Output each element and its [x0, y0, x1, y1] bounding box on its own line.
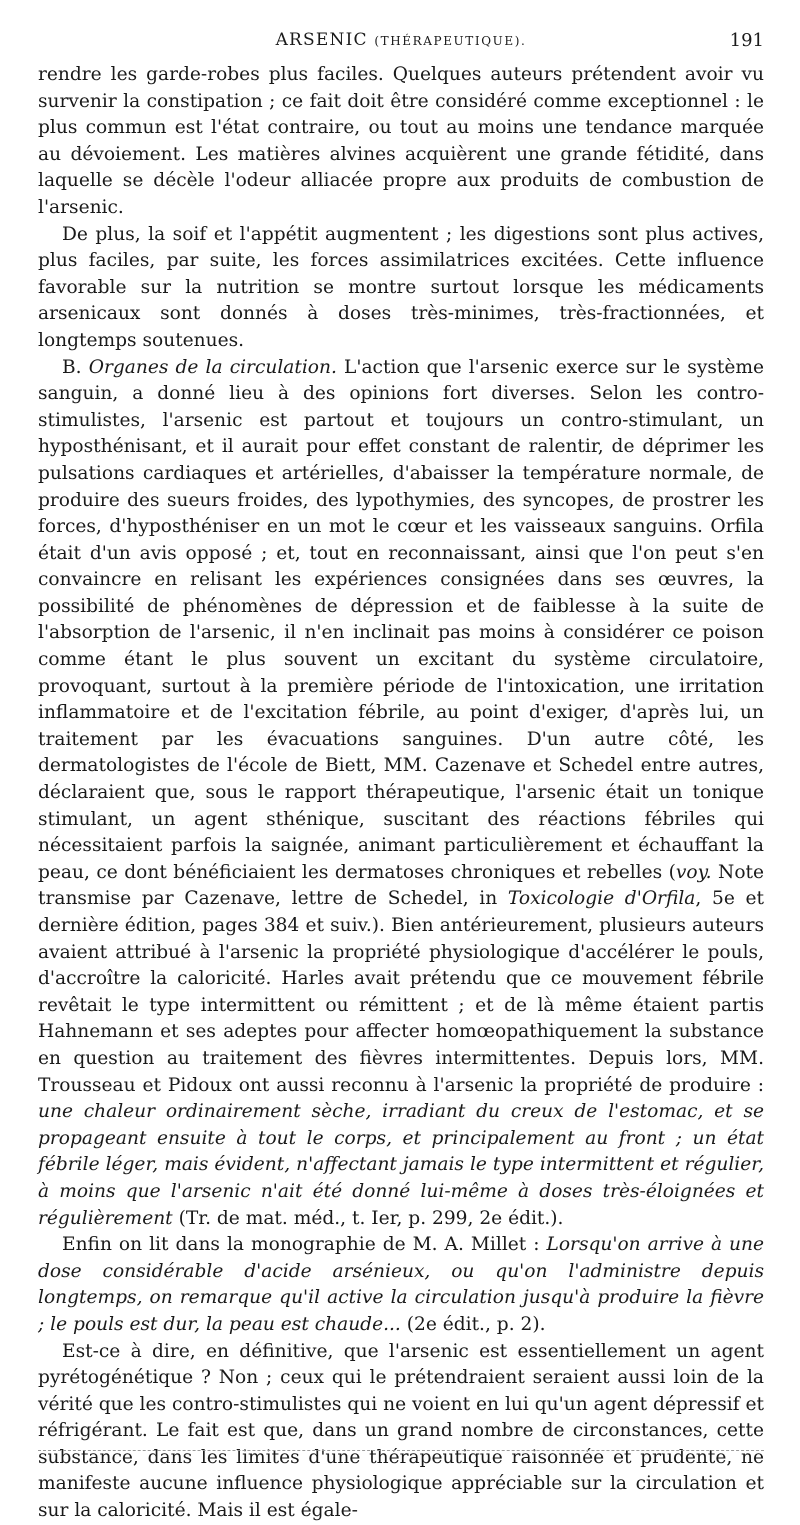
paragraph-3-text-1: L'action que l'arsenic exerce sur le système sanguin, a donné lieu à des opinions fort diverses. Selon les contro-stimulistes, l'arsenic est partout et toujours un contro-stimulant, un hyposthénisant, et il aurait pour effet constant de ralentir, de déprimer les pulsations cardiaques et artérielles, d'abaisser la température normale, de produire des sueurs froides, des lypothymies, des syncopes, de prostrer les forces, d'hyposthéniser en un mot le cœur et les vaisseaux sanguins. Orfila était d'un avis opposé ; et, tout en reconnaissant, ainsi que l'on peut s'en convaincre en relisant les expériences consignées dans ses œuvres, la possibilité de phénomènes de dépression et de faiblesse à la suite de l'absorption de l'arsenic, il n'en inclinait pas moins à considérer ce poison comme étant le plus souvent un excitant du système circulatoire, provoquant, surtout à la première période de l'intoxication, une irritation inflammatoire et de l'excitation fébrile, au point d'exiger, d'après lui, un traitement par les évacuations sanguines. D'un autre côté, les dermatologistes de l'école de Biett, MM. Cazenave et Schedel entre autres, déclaraient que, sous le rapport thérapeutique, l'arsenic était un tonique stimulant, un agent sthénique, suscitant des réactions fébriles qui nécessitaient parfois la saignée, animant particulièrement et échauffant la peau, ce dont bénéficiaient les dermatoses chroniques et rebelles (	[38, 356, 764, 883]
quotation-trousseau: une chaleur ordinairement sèche, irradiant du creux de l'estomac, et se propageant ensuite à tout le corps, et principalement au front ; un état fébrile léger, mais évident, n'affectant jamais le type intermittent et régulier, à moins que l'arsenic n'ait été donné lui-même à doses très-éloignées et régulièrement	[38, 1101, 764, 1229]
paragraph-3	[38, 355, 764, 1233]
work-title: Toxicologie d'Orfila	[507, 888, 696, 910]
page-number: 191	[729, 30, 764, 51]
running-head	[38, 30, 764, 54]
footer-rule	[38, 1450, 764, 1451]
running-title-main: ARSENIC	[275, 30, 368, 50]
running-title	[38, 30, 764, 50]
paragraph-4	[38, 1232, 764, 1338]
paragraph-5: Est-ce à dire, en définitive, que l'arsenic est essentiellement un agent pyrétogénétique ? Non ; ceux qui le prétendraient seraient aussi loin de la vérité que les contro-stimulistes qui ne voient en lui qu'un agent dépressif et réfrigérant. Le fait est que, dans un grand nombre de circonstances, cette substance, dans les limites d'une thérapeutique raisonnée et prudente, ne manifeste aucune influence physiologique appréciable sur la circulation et sur la caloricité. Mais il est égale-	[38, 1340, 764, 1522]
section-heading: Organes de la circulation.	[88, 356, 337, 378]
paragraph-4-text-1: Enfin on lit dans la monographie de M. A. Millet :	[62, 1234, 547, 1256]
paragraph-4-text-2: (2e édit., p. 2).	[400, 1313, 546, 1335]
running-title-subtitle: (THÉRAPEUTIQUE).	[374, 34, 527, 48]
section-label: B.	[62, 356, 82, 378]
quotation-millet: Lorsqu'on arrive à une dose considérable d'acide arsénieux, ou qu'on l'administre depuis longtemps, on remarque qu'il active la circulation jusqu'à produire la fièvre ; le pouls est dur, la peau est chaude...	[38, 1234, 765, 1335]
body-text	[38, 62, 764, 1525]
voy-abbrev: voy.	[675, 861, 712, 883]
paragraph-3-text-4: (Tr. de mat. méd., t. Ier, p. 299, 2e édit.).	[172, 1207, 564, 1229]
paragraph-1: rendre les garde-robes plus faciles. Quelques auteurs prétendent avoir vu survenir la constipation ; ce fait doit être considéré comme exceptionnel : le plus commun est l'état contraire, ou tout au moins une tendance marquée au dévoiement. Les matières alvines acquièrent une grande fétidité, dans laquelle se décèle l'odeur alliacée propre aux produits de combustion de l'arsenic.	[38, 64, 764, 218]
paragraph-3-text-2: Note transmise par Cazenave, lettre de Schedel, in	[38, 861, 764, 910]
paragraph-2: De plus, la soif et l'appétit augmentent ; les digestions sont plus actives, plus faciles, par suite, les forces assimilatrices excitées. Cette influence favorable sur la nutrition se montre surtout lorsque les médicaments arsenicaux sont donnés à doses très-minimes, très-fractionnées, et longtemps soutenues.	[38, 223, 764, 351]
paragraph-3-text-3: , 5e et dernière édition, pages 384 et suiv.). Bien antérieurement, plusieurs auteurs avaient attribué à l'arsenic la propriété physiologique d'accélérer le pouls, d'accroître la caloricité. Harles avait prétendu que ce mouvement fébrile revêtait le type intermittent ou rémittent ; et de là même étaient partis Hahnemann et ses adeptes pour affecter homœopathiquement la substance en question au traitement des fièvres intermittentes. Depuis lors, MM. Trousseau et Pidoux ont aussi reconnu à l'arsenic la propriété de produire :	[38, 888, 764, 1096]
